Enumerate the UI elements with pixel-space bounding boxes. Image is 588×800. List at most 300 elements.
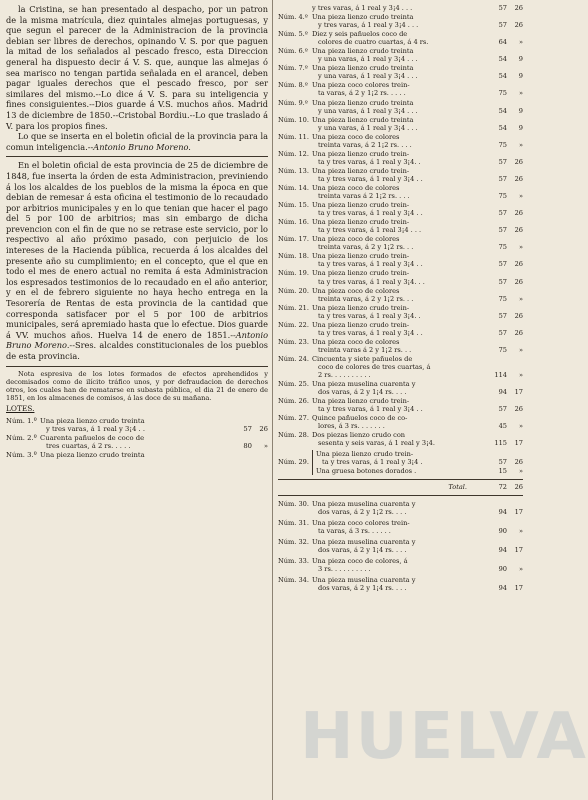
lot-desc-line: Una pieza lienzo crudo treinta xyxy=(312,47,414,56)
lot-amount-maravedis: 26 xyxy=(514,311,523,320)
lot-amount-maravedis: 26 xyxy=(514,209,523,218)
lot-row xyxy=(278,184,523,200)
lot-desc-line: Una pieza lienzo crudo trein- xyxy=(312,269,410,278)
lot-desc-line: Una pieza lienzo crudo treinta xyxy=(312,13,414,22)
lot-amount-reales: 115 xyxy=(494,439,507,448)
lot-amount-maravedis: 9 xyxy=(518,72,523,81)
lot-label: Núm. 11. xyxy=(278,132,309,141)
lot-desc-line: Una pieza lienzo crudo trein- xyxy=(312,149,410,158)
lot-desc-line: Cincuenta y siete pañuelos de xyxy=(312,354,413,363)
lot-desc-line: Una pieza coco de colores xyxy=(312,235,400,244)
lot-desc-line: Una pieza lienzo crudo treinta xyxy=(40,450,145,459)
lot-amount xyxy=(483,527,523,535)
left-lot-list xyxy=(6,417,268,459)
lot-desc-line: Una pieza lienzo crudo trein- xyxy=(312,252,410,261)
lot-row xyxy=(278,576,523,592)
lot-desc-line: Una pieza lienzo crudo trein- xyxy=(312,201,410,210)
lot-amount xyxy=(483,141,523,149)
total-divider-2 xyxy=(278,495,523,496)
lot-description xyxy=(312,201,483,217)
lot-description xyxy=(312,81,483,97)
lot-amount-reales: 75 xyxy=(498,345,507,354)
paragraph-arbitrios-end: --Sres. alcaldes constitucionales de los pueblos de esta provincia. xyxy=(6,340,268,361)
lot-description xyxy=(312,287,483,303)
lot-desc-line: 3 rs. . . . . . . . . . xyxy=(318,564,371,573)
lot-amount-maravedis: » xyxy=(518,243,523,252)
lot-amount-reales: 57 xyxy=(498,458,507,467)
lot-description xyxy=(312,133,483,149)
lot-amount-maravedis: » xyxy=(518,345,523,354)
lot-amount-maravedis: 26 xyxy=(514,4,523,12)
lot-amount xyxy=(483,439,523,447)
lot-amount-maravedis: 17 xyxy=(514,439,523,448)
lot-amount-reales: 94 xyxy=(498,584,507,593)
right-lot-list xyxy=(278,13,523,447)
lot-description xyxy=(312,150,483,166)
lot-amount-reales: 57 xyxy=(498,157,507,166)
lot-amount-reales: 54 xyxy=(498,106,507,115)
lotes-heading: LOTES. xyxy=(6,404,35,414)
paragraph-inserta-text: Lo que se inserta en el boletin oficial de la provincia para la comun inteligencia.-- xyxy=(6,131,268,152)
lot-amount-reales: 57 xyxy=(498,328,507,337)
lot-amount xyxy=(483,4,523,12)
lot-amount-reales: 75 xyxy=(498,243,507,252)
lot-row xyxy=(278,167,523,183)
lot-description xyxy=(312,380,483,396)
lot-label: Núm. 30. xyxy=(278,499,309,508)
lot-label: Núm. 28. xyxy=(278,431,309,440)
lots-note: Nota espresiva de los lotes formados de efectos aprehendidos y decomisados como de ilícito tráfico unos, y por defraudacion de derechos otros, los cuales han de rematarse en subasta pública, el dia 21 de enero de 1851, en los almacenes de comisos, á las doce de su mañana. xyxy=(6,369,268,403)
lot-description xyxy=(40,434,228,451)
lot-amount-maravedis: » xyxy=(518,564,523,573)
lot-desc-line: Cuarenta pañuelos de coco de xyxy=(40,433,145,442)
lot-desc-line: sesenta y seis varas, á 1 real y 3¡4. xyxy=(318,439,435,448)
lot-label: Núm. 20. xyxy=(278,286,309,295)
lot-desc-line: 2 rs. . . . . . . . . . xyxy=(318,371,371,380)
lot-amount-reales: 94 xyxy=(498,545,507,554)
lot-desc-line: Una pieza lienzo crudo trein- xyxy=(312,320,410,329)
lot-amount-maravedis: » xyxy=(263,442,268,451)
lot-row xyxy=(278,116,523,132)
lot-row xyxy=(278,30,523,46)
lot-row xyxy=(278,557,523,573)
lot-label: Núm. 6.º xyxy=(278,47,308,56)
right-column xyxy=(278,4,523,592)
lot-amount-reales: 57 xyxy=(498,260,507,269)
lot-desc-line: ta y tres varas, á 1 real 3¡4 . . . xyxy=(318,226,422,235)
lot-desc-line: Una pieza lienzo crudo treinta xyxy=(40,417,145,425)
lot-amount-maravedis: 26 xyxy=(514,328,523,337)
lot-amount-maravedis: » xyxy=(518,294,523,303)
lot-label: Núm. 9.º xyxy=(278,98,308,107)
lot-desc-line: dos varas, á 2 y 1¡4 rs. . . . xyxy=(318,388,407,397)
lot-label: Núm. 33. xyxy=(278,556,309,565)
lot-description xyxy=(312,414,483,430)
lot-row xyxy=(278,235,523,251)
lot-amount-reales: 57 xyxy=(498,4,507,12)
lot-desc-line: Una pieza lienzo crudo trein- xyxy=(312,218,410,227)
lot-description xyxy=(312,30,483,46)
lot-amount-reales: 80 xyxy=(243,442,252,451)
lot-desc-line: Una pieza lienzo crudo trein- xyxy=(316,450,414,459)
lot-row xyxy=(278,81,523,97)
lot-row xyxy=(6,451,268,459)
lot-label: Núm. 5.º xyxy=(278,30,308,39)
lot-desc-line: ta y tres varas, á 1 real y 3¡4 . xyxy=(322,458,423,467)
lot-amount xyxy=(483,458,523,474)
lot-amount xyxy=(483,371,523,379)
lot-amount xyxy=(483,295,523,303)
lot-label: Núm. 27. xyxy=(278,414,309,423)
lot-desc-line: ta varas, á 2 y 1¡2 rs. . . . . xyxy=(318,89,406,98)
lot-amount xyxy=(483,21,523,29)
lot-amount-reales: 57 xyxy=(498,21,507,30)
lot-amount-reales: 64 xyxy=(498,38,507,47)
paragraph-arbitrios xyxy=(6,160,268,361)
lot-amount-maravedis: » xyxy=(518,422,523,431)
lot-description xyxy=(312,576,483,592)
lot-desc-line: treinta varas á 2 y 1¡2 rs. . . xyxy=(318,345,412,354)
lot-desc-line: dos varas, á 2 y 1¡2 rs. . . . xyxy=(318,507,407,516)
lot-desc-line: treinta varas, á 2 1¡2 rs. . . . xyxy=(318,140,412,149)
lot-amount xyxy=(483,209,523,217)
total-row xyxy=(278,483,523,491)
lot-amount-maravedis: 9 xyxy=(518,55,523,64)
lot-amount-reales: 57 xyxy=(498,209,507,218)
section-divider-2 xyxy=(6,366,268,367)
lot-description xyxy=(312,99,483,115)
lot-desc-line: treinta varas á 2 1¡2 rs. . . . xyxy=(318,192,410,201)
lot-amount-reales: 57 xyxy=(498,405,507,414)
lot-description xyxy=(40,451,228,459)
lot-description xyxy=(312,500,483,516)
lot-description xyxy=(312,184,483,200)
lot-amount xyxy=(483,346,523,354)
lot-amount xyxy=(483,226,523,234)
lot-label: Núm. 24. xyxy=(278,354,309,363)
lot-desc-line: Una pieza lienzo crudo treinta xyxy=(312,115,414,124)
lot-label: Núm. 16. xyxy=(278,218,309,227)
lot-amount xyxy=(483,192,523,200)
lot-desc-line: y una varas, á 1 real y 3¡4 . . . xyxy=(318,55,418,64)
lot-amount-reales: 90 xyxy=(498,564,507,573)
lot-amount-reales: 57 xyxy=(498,311,507,320)
lot-row xyxy=(278,431,523,447)
lot-amount xyxy=(483,546,523,554)
lot-amount-reales: 75 xyxy=(498,192,507,201)
lot-amount-maravedis: 26 xyxy=(514,174,523,183)
total-amount xyxy=(483,483,523,491)
lot-desc-line: tres cuartas, á 2 rs. . . . . xyxy=(46,442,131,451)
huelva-watermark: HUELVA xyxy=(300,700,588,774)
lot-desc-line: lores, á 3 rs. . . . . . . xyxy=(318,422,385,431)
lot-amount xyxy=(228,425,268,433)
lot-row xyxy=(278,380,523,396)
lot-description xyxy=(312,235,483,251)
lot-desc-line: Una pieza lienzo crudo trein- xyxy=(312,166,410,175)
total-maravedis: 26 xyxy=(514,482,523,491)
lot-row xyxy=(278,252,523,268)
lot-row xyxy=(278,99,523,115)
lot-amount-maravedis: 17 xyxy=(514,507,523,516)
lot-desc-line: ta varas, á 3 rs. . . . . . xyxy=(318,526,391,535)
section-divider xyxy=(6,156,268,157)
lot-description xyxy=(312,252,483,268)
lot-amount-maravedis: 9 xyxy=(518,106,523,115)
lot-row-continued xyxy=(278,4,523,12)
lot-desc-line: Una gruesa botones dorados . xyxy=(316,466,417,475)
lot-amount-reales: 54 xyxy=(498,123,507,132)
lot-amount-line xyxy=(483,458,523,466)
lot-desc-line: ta y tres varas, á 1 real y 3¡4. . xyxy=(318,311,421,320)
lot-desc-line: Una pieza coco colores trein- xyxy=(312,518,410,527)
total-reales: 72 xyxy=(498,482,507,491)
lot-label: Núm. 22. xyxy=(278,320,309,329)
lot-amount xyxy=(483,38,523,46)
lot-row xyxy=(278,47,523,63)
lot-desc-line: ta y tres varas, á 1 real y 3¡4. . xyxy=(318,157,421,166)
lot-amount xyxy=(483,124,523,132)
lot-amount-reales: 15 xyxy=(498,466,507,475)
lot-desc-line: y tres varas, á 1 real y 3¡4 . . . xyxy=(312,4,413,12)
lot-amount-reales: 57 xyxy=(498,277,507,286)
lot-desc-line: ta y tres varas, á 1 real y 3¡4 . . xyxy=(318,260,423,269)
lot-amount xyxy=(483,175,523,183)
lot-amount-maravedis: » xyxy=(518,140,523,149)
lot-amount xyxy=(483,584,523,592)
lot-desc-line: Una pieza coco de colores xyxy=(312,183,400,192)
lot-desc-line: Una pieza muselina cuarenta y xyxy=(312,537,416,546)
lot-amount-maravedis: 26 xyxy=(259,425,268,434)
lot-row xyxy=(278,355,523,379)
lot-amount-maravedis: » xyxy=(518,466,523,475)
lot-amount xyxy=(483,329,523,337)
lot-description xyxy=(312,355,483,379)
lot-amount xyxy=(228,442,268,450)
lot-desc-line: Una pieza lienzo crudo trein- xyxy=(312,397,410,406)
lot-amount-reales: 54 xyxy=(498,72,507,81)
lot-row xyxy=(278,519,523,535)
right-lot-list-2 xyxy=(278,500,523,592)
lot-label: Núm. 15. xyxy=(278,201,309,210)
lot-desc-line: Una pieza coco de colores xyxy=(312,132,400,141)
lot-label: Núm. 29. xyxy=(278,458,309,467)
lot-amount-reales: 114 xyxy=(494,371,507,380)
lot-amount xyxy=(483,312,523,320)
lot-desc-line: y una varas, á 1 real y 3¡4 . . . xyxy=(318,123,418,132)
lot-desc-line: Una pieza muselina cuarenta y xyxy=(312,576,416,584)
column-divider xyxy=(272,0,273,800)
lot-description xyxy=(312,269,483,285)
lot-label: Núm. 31. xyxy=(278,518,309,527)
lot-amount-maravedis: 26 xyxy=(514,277,523,286)
lot-amount xyxy=(483,422,523,430)
lot-row xyxy=(278,397,523,413)
lot-label: Núm. 25. xyxy=(278,380,309,389)
lot-amount-maravedis: 26 xyxy=(514,260,523,269)
lot-amount xyxy=(483,158,523,166)
lot-amount xyxy=(483,565,523,573)
lot-description xyxy=(312,450,483,474)
lot-description xyxy=(312,218,483,234)
lot-label: Núm. 12. xyxy=(278,149,309,158)
lot-row xyxy=(278,304,523,320)
lot-description xyxy=(312,13,483,29)
lot-amount xyxy=(483,388,523,396)
lot-description xyxy=(312,431,483,447)
lot-description xyxy=(312,538,483,554)
lot-amount-reales: 75 xyxy=(498,294,507,303)
lot-amount-maravedis: 17 xyxy=(514,388,523,397)
lot-amount xyxy=(483,243,523,251)
lot-label: Núm. 23. xyxy=(278,337,309,346)
lot-amount-reales: 75 xyxy=(498,140,507,149)
lot-amount-maravedis: » xyxy=(518,526,523,535)
lot-description xyxy=(312,4,483,12)
lot-amount-maravedis: 26 xyxy=(514,21,523,30)
lot-label: Núm. 7.º xyxy=(278,64,308,73)
lot-amount-maravedis: 26 xyxy=(514,405,523,414)
lot-desc-line: Una pieza coco de colores xyxy=(312,286,400,295)
total-label: Total. xyxy=(448,482,467,491)
lot-row xyxy=(278,538,523,554)
lot-description xyxy=(312,338,483,354)
lot-amount-maravedis: 9 xyxy=(518,123,523,132)
lot-amount xyxy=(483,405,523,413)
paragraph-arbitrios-text: En el boletin oficial de esta provincia de 25 de diciembre de 1848, fue inserta la órden de esta Administracion, previniendo á los los alcaldes de los pueblos de la misma la época en que debian de remesar á esta oficina el testimonio de lo recaudado por arbitrios municipales y en lo que tenian que hacer el pago del 5 por 100 de arbitrios; mas sin embargo de dicha prevencion con el fin de que no se retrase este servicio, por lo respectivo al año próximo pasado, con perjuicio de los intereses de la Hacienda pública, recuerda á los alcaldes del presente año su cumplimiento; en el concepto, que el que en todo el mes de enero actual no remita á esta Administracion los espresados testimonios de lo recaudado en el año anterior, y en el de febrero siguiente no haya hecho entrega en la Tesorería de Rentas de esta provincia de la cantidad que corresponda satisfacer por el 5 por 100 de arbitrios municipales, será apremiado hasta que lo efectue. Dios guarde á VV. muchos años. Huelva 14 de enero de 1851.-- xyxy=(6,160,268,340)
lot-desc-line: treinta varas, á 2 y 1¡2 rs. . . xyxy=(318,294,414,303)
lot-description xyxy=(312,557,483,573)
lot-amount-maravedis: 26 xyxy=(514,458,523,467)
lot-description xyxy=(312,304,483,320)
lot-desc-line: Una pieza coco de colores, á xyxy=(312,556,408,565)
lot-amount xyxy=(483,55,523,63)
lot-desc-line: coco de colores de tres cuartas, á xyxy=(318,362,431,371)
lot-desc-line: y una varas, á 1 real y 3¡4 . . . xyxy=(318,106,418,115)
paragraph-inserta xyxy=(6,131,268,152)
lot-amount-reales: 57 xyxy=(498,174,507,183)
lot-amount xyxy=(483,72,523,80)
lot-label: Núm. 13. xyxy=(278,166,309,175)
lot-label: Núm. 21. xyxy=(278,303,309,312)
lot-desc-line: Una pieza muselina cuarenta y xyxy=(312,499,416,508)
lot-label: Núm. 26. xyxy=(278,397,309,406)
lot-amount xyxy=(483,508,523,516)
lot-amount xyxy=(483,107,523,115)
lot-label: Núm. 19. xyxy=(278,269,309,278)
lot-label: Núm. 14. xyxy=(278,183,309,192)
lot-description xyxy=(40,417,228,434)
lot-label: Núm. 8.º xyxy=(278,81,308,90)
lot-amount-reales: 45 xyxy=(498,422,507,431)
left-column xyxy=(6,4,268,459)
lot-desc-line: y tres varas, á 1 real y 3¡4 . . . xyxy=(318,21,419,30)
lot-amount-reales: 75 xyxy=(498,89,507,98)
lot-desc-line: ta y tres varas, á 1 real y 3¡4 . . xyxy=(318,174,423,183)
lot-desc-line: ta y tres varas, á 1 real y 3¡4. . . xyxy=(318,277,425,286)
lot-desc-line: colores de cuatro cuartas, á 4 rs. xyxy=(318,38,429,47)
lot-desc-line: Una pieza lienzo crudo treinta xyxy=(312,98,414,107)
lot-amount-reales: 57 xyxy=(243,425,252,434)
lot-amount-maravedis: 26 xyxy=(514,157,523,166)
lot-amount xyxy=(483,260,523,268)
lot-amount xyxy=(483,89,523,97)
lot-row xyxy=(278,150,523,166)
lot-amount-maravedis: 17 xyxy=(514,584,523,593)
lot-description xyxy=(312,116,483,132)
lot-desc-line: Una pieza lienzo crudo trein- xyxy=(312,303,410,312)
lot-row xyxy=(6,417,268,434)
lot-amount xyxy=(483,278,523,286)
lot-desc-line: Una pieza coco de colores xyxy=(312,337,400,346)
lot-description xyxy=(312,519,483,535)
lot-desc-line: ta y tres varas, á 1 real y 3¡4 . . xyxy=(318,405,423,414)
lot-desc-line: dos varas, á 2 y 1¡4 rs. . . . xyxy=(318,545,407,554)
lot-amount-maravedis: » xyxy=(518,89,523,98)
lot-desc-line: ta y tres varas, á 1 real y 3¡4 . . xyxy=(318,209,423,218)
lot-amount-maravedis: » xyxy=(518,371,523,380)
lot-row xyxy=(278,218,523,234)
signature-moreno-2: Antonio Bruno Moreno. xyxy=(6,329,268,351)
lot-description xyxy=(312,47,483,63)
lot-description xyxy=(312,397,483,413)
signature-moreno: Antonio Bruno Moreno. xyxy=(93,141,191,152)
lot-amount-reales: 94 xyxy=(498,388,507,397)
lot-desc-line: Una pieza coco colores trein- xyxy=(312,81,410,90)
lot-row xyxy=(278,414,523,430)
lot-label: Núm. 10. xyxy=(278,115,309,124)
lot-amount-maravedis: 17 xyxy=(514,545,523,554)
lot-label: Núm. 4.º xyxy=(278,13,308,22)
lot-label: Núm. 2.º xyxy=(6,433,37,442)
lot-amount-maravedis: » xyxy=(518,38,523,47)
lot-desc-line: Dos piezas lienzo crudo con xyxy=(312,431,406,440)
lot-label: Núm. 3.º xyxy=(6,450,37,459)
lot-desc-line: treinta varas, á 2 y 1¡2 rs. . . xyxy=(318,243,414,252)
lot-amount-line xyxy=(483,467,523,475)
lot-row xyxy=(278,500,523,516)
lot-amount-reales: 90 xyxy=(498,526,507,535)
lot-amount-reales: 94 xyxy=(498,507,507,516)
lot-row xyxy=(278,201,523,217)
lot-row xyxy=(278,133,523,149)
lot-desc-line: ta y tres varas, á 1 real y 3¡4 . . xyxy=(318,328,423,337)
lot-desc-line: dos varas, á 2 y 1¡4 rs. . . . xyxy=(318,584,407,593)
lot-row xyxy=(278,338,523,354)
lot-row-29 xyxy=(278,450,523,474)
lot-amount-reales: 57 xyxy=(498,226,507,235)
lot-amount-maravedis: » xyxy=(518,192,523,201)
lot-row xyxy=(278,13,523,29)
lot-row xyxy=(6,434,268,451)
lot-desc-line: Una pieza lienzo crudo treinta xyxy=(312,64,414,73)
lot-amount-reales: 54 xyxy=(498,55,507,64)
total-divider xyxy=(278,479,523,480)
lot-desc-line: y una varas, á 1 real y 3¡4 . . . xyxy=(318,72,418,81)
lot-description xyxy=(312,321,483,337)
lot-label: Núm. 1.º xyxy=(6,417,37,425)
lot-desc-line: y tres varas, á 1 real y 3¡4 . . xyxy=(46,425,146,434)
lot-desc-line: Quince pañuelos coco de co- xyxy=(312,414,408,423)
lot-amount-maravedis: 26 xyxy=(514,226,523,235)
lot-label: Núm. 17. xyxy=(278,235,309,244)
lot-row xyxy=(278,269,523,285)
lot-desc-line: Diez y seis pañuelos coco de xyxy=(312,30,408,39)
lot-row xyxy=(278,287,523,303)
lot-row xyxy=(278,64,523,80)
paragraph-almejas: la Cristina, se han presentado al despacho, por un patron de la misma matrícula, diez quintales almejas portuguesas, y que segun el parecer de la Administracion de la provincia debian ser libres de derechos, opinando V. S. por que paguen la mitad de los señalados al pescado fresco, esta Direccion general ha dispuesto decir á V. S. que, aunque las almejas ó sea marisco no tengan partida señalada en el arancel, deben pagar iguales derechos que el pescado fresco, por ser similares del mismo.--Lo dice á V. S. para su inteligencia y fines consiguientes.--Dios guarde á V.S. muchos años. Madrid 13 de diciembre de 1850.--Cristobal Bordiu.--Lo que traslado á V. para los propios fines. xyxy=(6,4,268,131)
lot-label: Núm. 32. xyxy=(278,537,309,546)
